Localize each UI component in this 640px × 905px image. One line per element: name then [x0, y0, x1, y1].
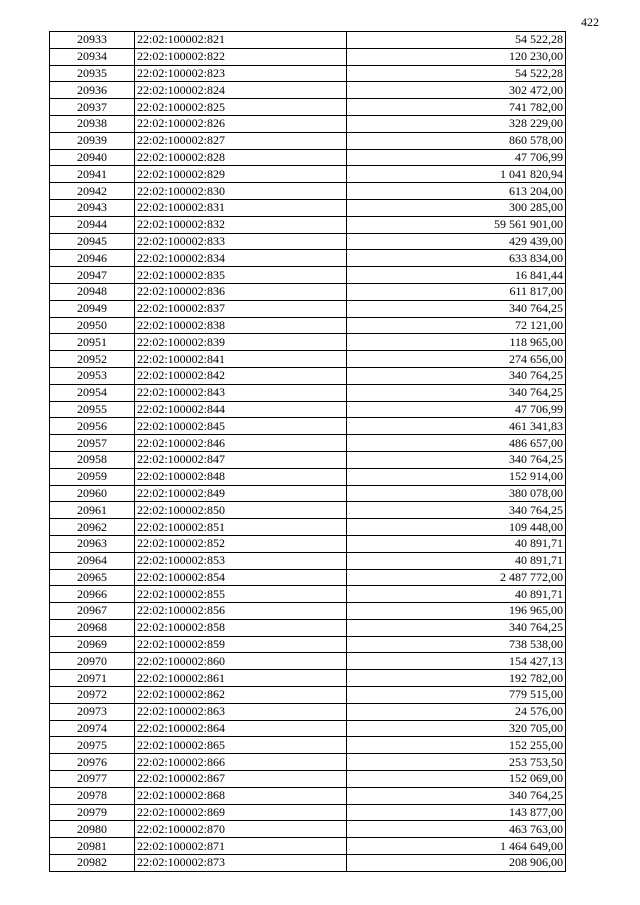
cadastral-number-cell: 22:02:100002:850	[135, 502, 347, 519]
table-row	[50, 468, 566, 485]
cadastral-number-cell: 22:02:100002:834	[135, 250, 347, 267]
cadastral-number-cell: 22:02:100002:841	[135, 351, 347, 368]
table-row	[50, 351, 566, 368]
table-row	[50, 82, 566, 99]
cadastral-number-cell: 22:02:100002:859	[135, 636, 347, 653]
cadastral-number-cell: 22:02:100002:848	[135, 468, 347, 485]
row-number-cell: 20955	[50, 401, 135, 418]
table-row	[50, 99, 566, 116]
row-number-cell: 20982	[50, 855, 135, 872]
table-row	[50, 636, 566, 653]
table-row	[50, 367, 566, 384]
cadastral-number-cell: 22:02:100002:862	[135, 687, 347, 704]
table-row	[50, 300, 566, 317]
cadastral-number-cell: 22:02:100002:861	[135, 670, 347, 687]
row-number-cell: 20935	[50, 65, 135, 82]
cadastral-value-cell: 328 229,00	[347, 115, 566, 132]
cadastral-value-cell: 613 204,00	[347, 183, 566, 200]
cadastral-value-cell: 611 817,00	[347, 283, 566, 300]
cadastral-value-cell: 340 764,25	[347, 502, 566, 519]
row-number-cell: 20949	[50, 300, 135, 317]
table-body	[50, 32, 566, 872]
cadastral-number-cell: 22:02:100002:825	[135, 99, 347, 116]
row-number-cell: 20950	[50, 317, 135, 334]
cadastral-number-cell: 22:02:100002:837	[135, 300, 347, 317]
row-number-cell: 20948	[50, 283, 135, 300]
table-row	[50, 787, 566, 804]
cadastral-value-cell: 59 561 901,00	[347, 216, 566, 233]
cadastral-number-cell: 22:02:100002:845	[135, 418, 347, 435]
cadastral-value-cell: 463 763,00	[347, 821, 566, 838]
row-number-cell: 20978	[50, 787, 135, 804]
row-number-cell: 20938	[50, 115, 135, 132]
row-number-cell: 20974	[50, 720, 135, 737]
row-number-cell: 20977	[50, 771, 135, 788]
row-number-cell: 20962	[50, 519, 135, 536]
cadastral-number-cell: 22:02:100002:869	[135, 804, 347, 821]
cadastral-value-cell: 40 891,71	[347, 535, 566, 552]
cadastral-value-cell: 1 041 820,94	[347, 166, 566, 183]
cadastral-value-cell: 47 706,99	[347, 149, 566, 166]
cadastral-value-cell: 54 522,28	[347, 65, 566, 82]
table-row	[50, 32, 566, 49]
table-row	[50, 670, 566, 687]
table-row	[50, 754, 566, 771]
cadastral-value-cell: 340 764,25	[347, 787, 566, 804]
row-number-cell: 20975	[50, 737, 135, 754]
table-row	[50, 485, 566, 502]
table-row	[50, 48, 566, 65]
table-row	[50, 838, 566, 855]
row-number-cell: 20968	[50, 619, 135, 636]
cadastral-number-cell: 22:02:100002:829	[135, 166, 347, 183]
table-row	[50, 804, 566, 821]
row-number-cell: 20941	[50, 166, 135, 183]
table-row	[50, 199, 566, 216]
cadastral-number-cell: 22:02:100002:835	[135, 267, 347, 284]
cadastral-value-cell: 340 764,25	[347, 300, 566, 317]
cadastral-value-cell: 192 782,00	[347, 670, 566, 687]
cadastral-number-cell: 22:02:100002:870	[135, 821, 347, 838]
cadastral-value-cell: 340 764,25	[347, 367, 566, 384]
cadastral-value-cell: 741 782,00	[347, 99, 566, 116]
row-number-cell: 20942	[50, 183, 135, 200]
cadastral-value-cell: 738 538,00	[347, 636, 566, 653]
cadastral-number-cell: 22:02:100002:844	[135, 401, 347, 418]
cadastral-value-cell: 429 439,00	[347, 233, 566, 250]
table-row	[50, 115, 566, 132]
cadastral-value-cell: 47 706,99	[347, 401, 566, 418]
cadastral-value-cell: 152 255,00	[347, 737, 566, 754]
row-number-cell: 20947	[50, 267, 135, 284]
table-row	[50, 250, 566, 267]
row-number-cell: 20952	[50, 351, 135, 368]
row-number-cell: 20966	[50, 586, 135, 603]
table-row	[50, 451, 566, 468]
cadastral-number-cell: 22:02:100002:847	[135, 451, 347, 468]
cadastral-number-cell: 22:02:100002:871	[135, 838, 347, 855]
row-number-cell: 20943	[50, 199, 135, 216]
table-row	[50, 720, 566, 737]
table-row	[50, 771, 566, 788]
table-row	[50, 216, 566, 233]
row-number-cell: 20953	[50, 367, 135, 384]
cadastral-number-cell: 22:02:100002:833	[135, 233, 347, 250]
cadastral-number-cell: 22:02:100002:832	[135, 216, 347, 233]
table-row	[50, 737, 566, 754]
cadastral-value-cell: 208 906,00	[347, 855, 566, 872]
row-number-cell: 20956	[50, 418, 135, 435]
cadastral-number-cell: 22:02:100002:860	[135, 653, 347, 670]
cadastral-value-cell: 40 891,71	[347, 552, 566, 569]
cadastral-number-cell: 22:02:100002:852	[135, 535, 347, 552]
table-row	[50, 569, 566, 586]
cadastral-number-cell: 22:02:100002:830	[135, 183, 347, 200]
cadastral-number-cell: 22:02:100002:831	[135, 199, 347, 216]
page-number: 422	[581, 15, 599, 29]
row-number-cell: 20936	[50, 82, 135, 99]
row-number-cell: 20961	[50, 502, 135, 519]
table-row	[50, 586, 566, 603]
cadastral-number-cell: 22:02:100002:864	[135, 720, 347, 737]
table-row	[50, 502, 566, 519]
cadastral-value-cell: 274 656,00	[347, 351, 566, 368]
row-number-cell: 20960	[50, 485, 135, 502]
table-row	[50, 703, 566, 720]
cadastral-value-cell: 143 877,00	[347, 804, 566, 821]
row-number-cell: 20972	[50, 687, 135, 704]
cadastral-value-cell: 860 578,00	[347, 132, 566, 149]
table-row	[50, 535, 566, 552]
table-row	[50, 552, 566, 569]
cadastral-number-cell: 22:02:100002:851	[135, 519, 347, 536]
cadastral-value-cell: 154 427,13	[347, 653, 566, 670]
cadastral-value-cell: 253 753,50	[347, 754, 566, 771]
cadastral-value-cell: 118 965,00	[347, 334, 566, 351]
row-number-cell: 20973	[50, 703, 135, 720]
cadastral-value-table	[49, 31, 566, 872]
row-number-cell: 20934	[50, 48, 135, 65]
table-row	[50, 149, 566, 166]
table-row	[50, 183, 566, 200]
row-number-cell: 20944	[50, 216, 135, 233]
row-number-cell: 20965	[50, 569, 135, 586]
cadastral-value-cell: 16 841,44	[347, 267, 566, 284]
table-row	[50, 132, 566, 149]
row-number-cell: 20981	[50, 838, 135, 855]
cadastral-value-cell: 54 522,28	[347, 32, 566, 49]
cadastral-value-cell: 40 891,71	[347, 586, 566, 603]
cadastral-number-cell: 22:02:100002:839	[135, 334, 347, 351]
table-row	[50, 619, 566, 636]
cadastral-value-cell: 152 069,00	[347, 771, 566, 788]
cadastral-number-cell: 22:02:100002:855	[135, 586, 347, 603]
cadastral-value-cell: 300 285,00	[347, 199, 566, 216]
table-row	[50, 418, 566, 435]
row-number-cell: 20939	[50, 132, 135, 149]
table-row	[50, 603, 566, 620]
row-number-cell: 20967	[50, 603, 135, 620]
cadastral-value-cell: 24 576,00	[347, 703, 566, 720]
row-number-cell: 20980	[50, 821, 135, 838]
row-number-cell: 20959	[50, 468, 135, 485]
cadastral-number-cell: 22:02:100002:826	[135, 115, 347, 132]
row-number-cell: 20958	[50, 451, 135, 468]
cadastral-number-cell: 22:02:100002:873	[135, 855, 347, 872]
table-row	[50, 435, 566, 452]
table-row	[50, 384, 566, 401]
table-row	[50, 65, 566, 82]
cadastral-number-cell: 22:02:100002:822	[135, 48, 347, 65]
cadastral-number-cell: 22:02:100002:868	[135, 787, 347, 804]
row-number-cell: 20970	[50, 653, 135, 670]
row-number-cell: 20933	[50, 32, 135, 49]
table-row	[50, 653, 566, 670]
cadastral-value-cell: 340 764,25	[347, 451, 566, 468]
row-number-cell: 20963	[50, 535, 135, 552]
cadastral-number-cell: 22:02:100002:843	[135, 384, 347, 401]
row-number-cell: 20979	[50, 804, 135, 821]
row-number-cell: 20969	[50, 636, 135, 653]
table-row	[50, 687, 566, 704]
table-row	[50, 334, 566, 351]
cadastral-number-cell: 22:02:100002:854	[135, 569, 347, 586]
cadastral-number-cell: 22:02:100002:858	[135, 619, 347, 636]
cadastral-value-cell: 633 834,00	[347, 250, 566, 267]
cadastral-value-cell: 302 472,00	[347, 82, 566, 99]
cadastral-number-cell: 22:02:100002:867	[135, 771, 347, 788]
cadastral-number-cell: 22:02:100002:821	[135, 32, 347, 49]
row-number-cell: 20976	[50, 754, 135, 771]
cadastral-number-cell: 22:02:100002:836	[135, 283, 347, 300]
cadastral-value-cell: 72 121,00	[347, 317, 566, 334]
cadastral-number-cell: 22:02:100002:827	[135, 132, 347, 149]
cadastral-value-cell: 320 705,00	[347, 720, 566, 737]
table-row	[50, 233, 566, 250]
cadastral-number-cell: 22:02:100002:853	[135, 552, 347, 569]
cadastral-number-cell: 22:02:100002:838	[135, 317, 347, 334]
cadastral-number-cell: 22:02:100002:856	[135, 603, 347, 620]
cadastral-value-cell: 461 341,83	[347, 418, 566, 435]
cadastral-value-cell: 486 657,00	[347, 435, 566, 452]
table-row	[50, 166, 566, 183]
cadastral-value-cell: 340 764,25	[347, 384, 566, 401]
table-row	[50, 267, 566, 284]
cadastral-value-cell: 109 448,00	[347, 519, 566, 536]
row-number-cell: 20964	[50, 552, 135, 569]
cadastral-number-cell: 22:02:100002:865	[135, 737, 347, 754]
row-number-cell: 20940	[50, 149, 135, 166]
cadastral-value-cell: 2 487 772,00	[347, 569, 566, 586]
row-number-cell: 20951	[50, 334, 135, 351]
cadastral-number-cell: 22:02:100002:863	[135, 703, 347, 720]
table-row	[50, 283, 566, 300]
row-number-cell: 20945	[50, 233, 135, 250]
cadastral-number-cell: 22:02:100002:842	[135, 367, 347, 384]
cadastral-value-cell: 196 965,00	[347, 603, 566, 620]
cadastral-number-cell: 22:02:100002:824	[135, 82, 347, 99]
row-number-cell: 20957	[50, 435, 135, 452]
cadastral-value-cell: 120 230,00	[347, 48, 566, 65]
row-number-cell: 20937	[50, 99, 135, 116]
cadastral-number-cell: 22:02:100002:849	[135, 485, 347, 502]
cadastral-number-cell: 22:02:100002:823	[135, 65, 347, 82]
cadastral-value-cell: 340 764,25	[347, 619, 566, 636]
row-number-cell: 20946	[50, 250, 135, 267]
cadastral-number-cell: 22:02:100002:846	[135, 435, 347, 452]
table-row	[50, 401, 566, 418]
cadastral-value-cell: 152 914,00	[347, 468, 566, 485]
cadastral-value-cell: 1 464 649,00	[347, 838, 566, 855]
table-row	[50, 317, 566, 334]
table-row	[50, 855, 566, 872]
row-number-cell: 20954	[50, 384, 135, 401]
cadastral-value-cell: 380 078,00	[347, 485, 566, 502]
table-row	[50, 821, 566, 838]
cadastral-number-cell: 22:02:100002:828	[135, 149, 347, 166]
table-row	[50, 519, 566, 536]
cadastral-number-cell: 22:02:100002:866	[135, 754, 347, 771]
cadastral-value-cell: 779 515,00	[347, 687, 566, 704]
row-number-cell: 20971	[50, 670, 135, 687]
